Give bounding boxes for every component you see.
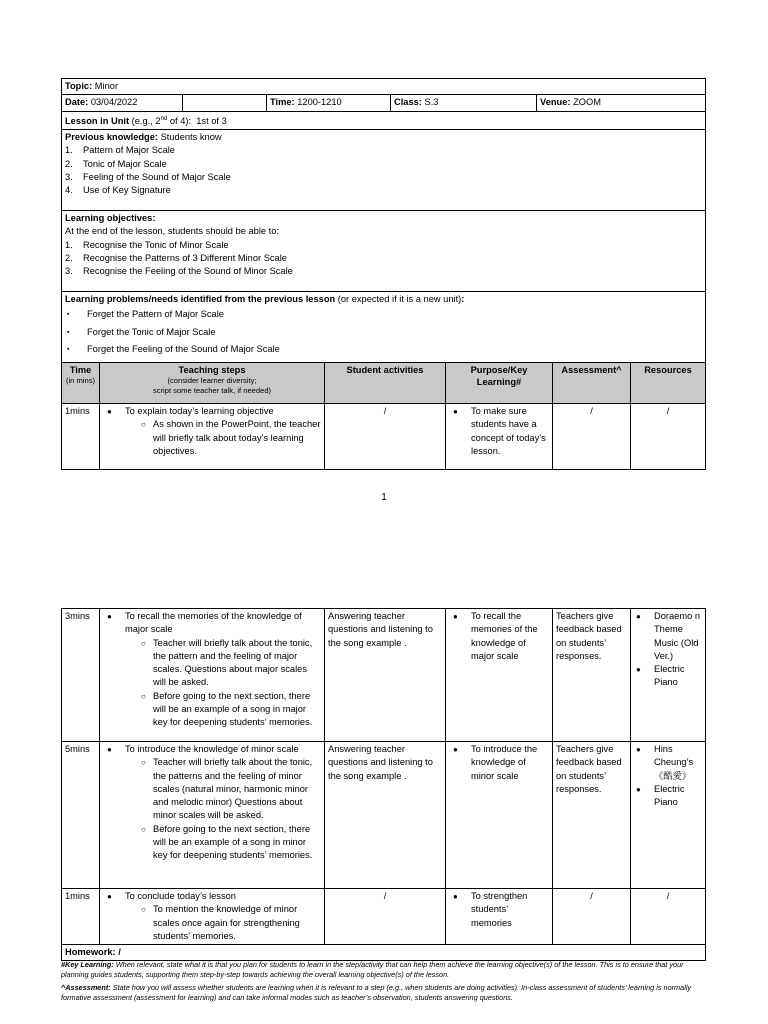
lesson-value: 1st of 3 xyxy=(196,115,227,126)
topic-cell: Topic: Minor xyxy=(62,79,706,95)
teaching-steps-table-p1 xyxy=(61,362,706,470)
row-time: 5mins xyxy=(62,742,100,889)
col-header-time: Time (in mins) xyxy=(62,363,100,404)
row-activities: Answering teacher questions and listening to the song example . xyxy=(325,609,446,742)
col-header-steps: Teaching steps (consider learner diversity; script some teacher talk, if needed) xyxy=(100,363,325,404)
class-cell: Class: S.3 xyxy=(391,95,537,111)
table-row xyxy=(62,742,706,889)
row-time: 3mins xyxy=(62,609,100,742)
empty-cell xyxy=(183,95,267,111)
class-value: S.3 xyxy=(424,97,439,108)
row-resources: / xyxy=(631,404,706,470)
topic-value: Minor xyxy=(94,81,119,91)
list-item: 3. Feeling of the Sound of Major Scale xyxy=(65,171,231,182)
row-resources: ● Doraemo n Theme Music (Old Ver.) ● Electric Piano xyxy=(631,609,706,742)
row-steps: ● To explain today’s learning objective ○ As shown in the PowerPoint, the teacher will briefly talk about today’s learning objectives. xyxy=(100,404,325,470)
date-cell: Date: 03/04/2022 xyxy=(62,95,183,111)
row-assessment: Teachers give feedback based on students’ responses. xyxy=(553,742,631,889)
page-number: 1 xyxy=(381,492,387,503)
row-resources: / xyxy=(631,889,706,945)
row-assessment: Teachers give feedback based on students’ responses. xyxy=(553,609,631,742)
key-learning-footnote: #Key Learning: When relevant, state what it is that you plan for students to learn in the step/activity that can help them achieve the learning objective(s) of the lesson. This is to ensure that your planning guides students, supporting them step-by-step towards achieving the overall learning objective(s) of the lesson. xyxy=(61,960,684,980)
col-header-purpose: Purpose/Key Learning# xyxy=(446,363,553,404)
venue-cell: Venue: ZOOM xyxy=(537,95,706,111)
previous-knowledge-list xyxy=(65,144,702,197)
list-item: ▪ Forget the Tonic of Major Scale xyxy=(65,326,702,339)
problems-list xyxy=(65,308,702,356)
col-header-activities: Student activities xyxy=(325,363,446,404)
homework-cell: Homework: / xyxy=(62,945,706,961)
list-item: 4. Use of Key Signature xyxy=(65,185,171,196)
row-steps: ● To introduce the knowledge of minor scale ○ Teacher will briefly talk about the tonic, the patterns and the feeling of minor scales (natural minor, harmonic minor and melodic minor) Questions about minor scales will be asked. ○ Before going to the next section, there will be an example of a song in minor key for deepening students’ memories. xyxy=(100,742,325,889)
row-purpose: ● To strengthen students’ memories xyxy=(446,889,553,945)
row-steps: ● To recall the memories of the knowledge of major scale ○ Teacher will briefly talk about the tonic, the pattern and the feeling of major scales. Questions about major scales will be asked. ○ Before going to the next section, there will be an example of a song in major key for deepening students’ memories. xyxy=(100,609,325,742)
time-cell: Time: 1200-1210 xyxy=(267,95,391,111)
date-value: 03/04/2022 xyxy=(90,97,138,108)
assessment-footnote: ^Assessment: State how you will assess whether students are learning when it is relevant to a step (e.g., when students are doing activities). In-class assessment of students’ learning is normally formative assessment (assessment for learning) and can take informal modes such as teacher’s observation, students answering questions. xyxy=(61,983,692,1003)
col-header-assessment: Assessment^ xyxy=(553,363,631,404)
list-item: 2. Recognise the Patterns of 3 Different Minor Scale xyxy=(65,252,287,263)
table-row xyxy=(62,609,706,742)
row-resources: ● Hins Cheung’s 《酷愛》 ● Electric Piano xyxy=(631,742,706,889)
venue-value: ZOOM xyxy=(573,97,601,108)
row-activities: Answering teacher questions and listening to the song example . xyxy=(325,742,446,889)
problems-cell: Learning problems/needs identified from the previous lesson (or expected if it is a new unit): ▪ Forget the Pattern of Major Scale ▪ Forget the Tonic of Major Scale ▪ Forget the Feeling of the Sound of Major Scale xyxy=(62,291,706,368)
teaching-steps-table-p2 xyxy=(61,608,706,961)
col-header-resources: Resources xyxy=(631,363,706,404)
objectives-cell: Learning objectives: At the end of the lesson, students should be able to: 1. Recognise the Tonic of Minor Scale 2. Recognise the Patterns of 3 Different Minor Scale 3. Recognise the Feeling of the Sound of Minor Scale xyxy=(62,210,706,291)
row-activities: / xyxy=(325,889,446,945)
row-purpose: ● To recall the memories of the knowledge of major scale xyxy=(446,609,553,742)
row-time: 1mins xyxy=(62,889,100,945)
homework-row xyxy=(62,945,706,961)
table-row xyxy=(62,889,706,945)
row-assessment: / xyxy=(553,889,631,945)
lesson-header-table xyxy=(61,78,706,369)
lesson-in-unit-cell: Lesson in Unit (e.g., 2nd of 4): 1st of 3 xyxy=(62,111,706,129)
table-row xyxy=(62,404,706,470)
row-assessment: / xyxy=(553,404,631,470)
row-activities: / xyxy=(325,404,446,470)
previous-knowledge-cell: Previous knowledge: Students know 1. Pattern of Major Scale 2. Tonic of Major Scale 3. Feeling of the Sound of Major Scale 4. Use of Key Signature xyxy=(62,129,706,210)
row-purpose: ● To make sure students have a concept of today’s lesson. xyxy=(446,404,553,470)
list-item: 3. Recognise the Feeling of the Sound of Minor Scale xyxy=(65,266,293,277)
time-value: 1200-1210 xyxy=(297,97,342,108)
list-item: ▪ Forget the Pattern of Major Scale xyxy=(65,308,702,321)
row-time: 1mins xyxy=(62,404,100,470)
row-steps: ● To conclude today’s lesson ○ To mention the knowledge of minor scales once again for strengthening students’ memories. xyxy=(100,889,325,945)
list-item: 1. Recognise the Tonic of Minor Scale xyxy=(65,239,229,250)
list-item: 1. Pattern of Major Scale xyxy=(65,145,175,156)
list-item: ▪ Forget the Feeling of the Sound of Major Scale xyxy=(65,343,702,356)
row-purpose: ● To introduce the knowledge of minor scale xyxy=(446,742,553,889)
list-item: 2. Tonic of Major Scale xyxy=(65,158,167,169)
objectives-list xyxy=(65,239,702,279)
